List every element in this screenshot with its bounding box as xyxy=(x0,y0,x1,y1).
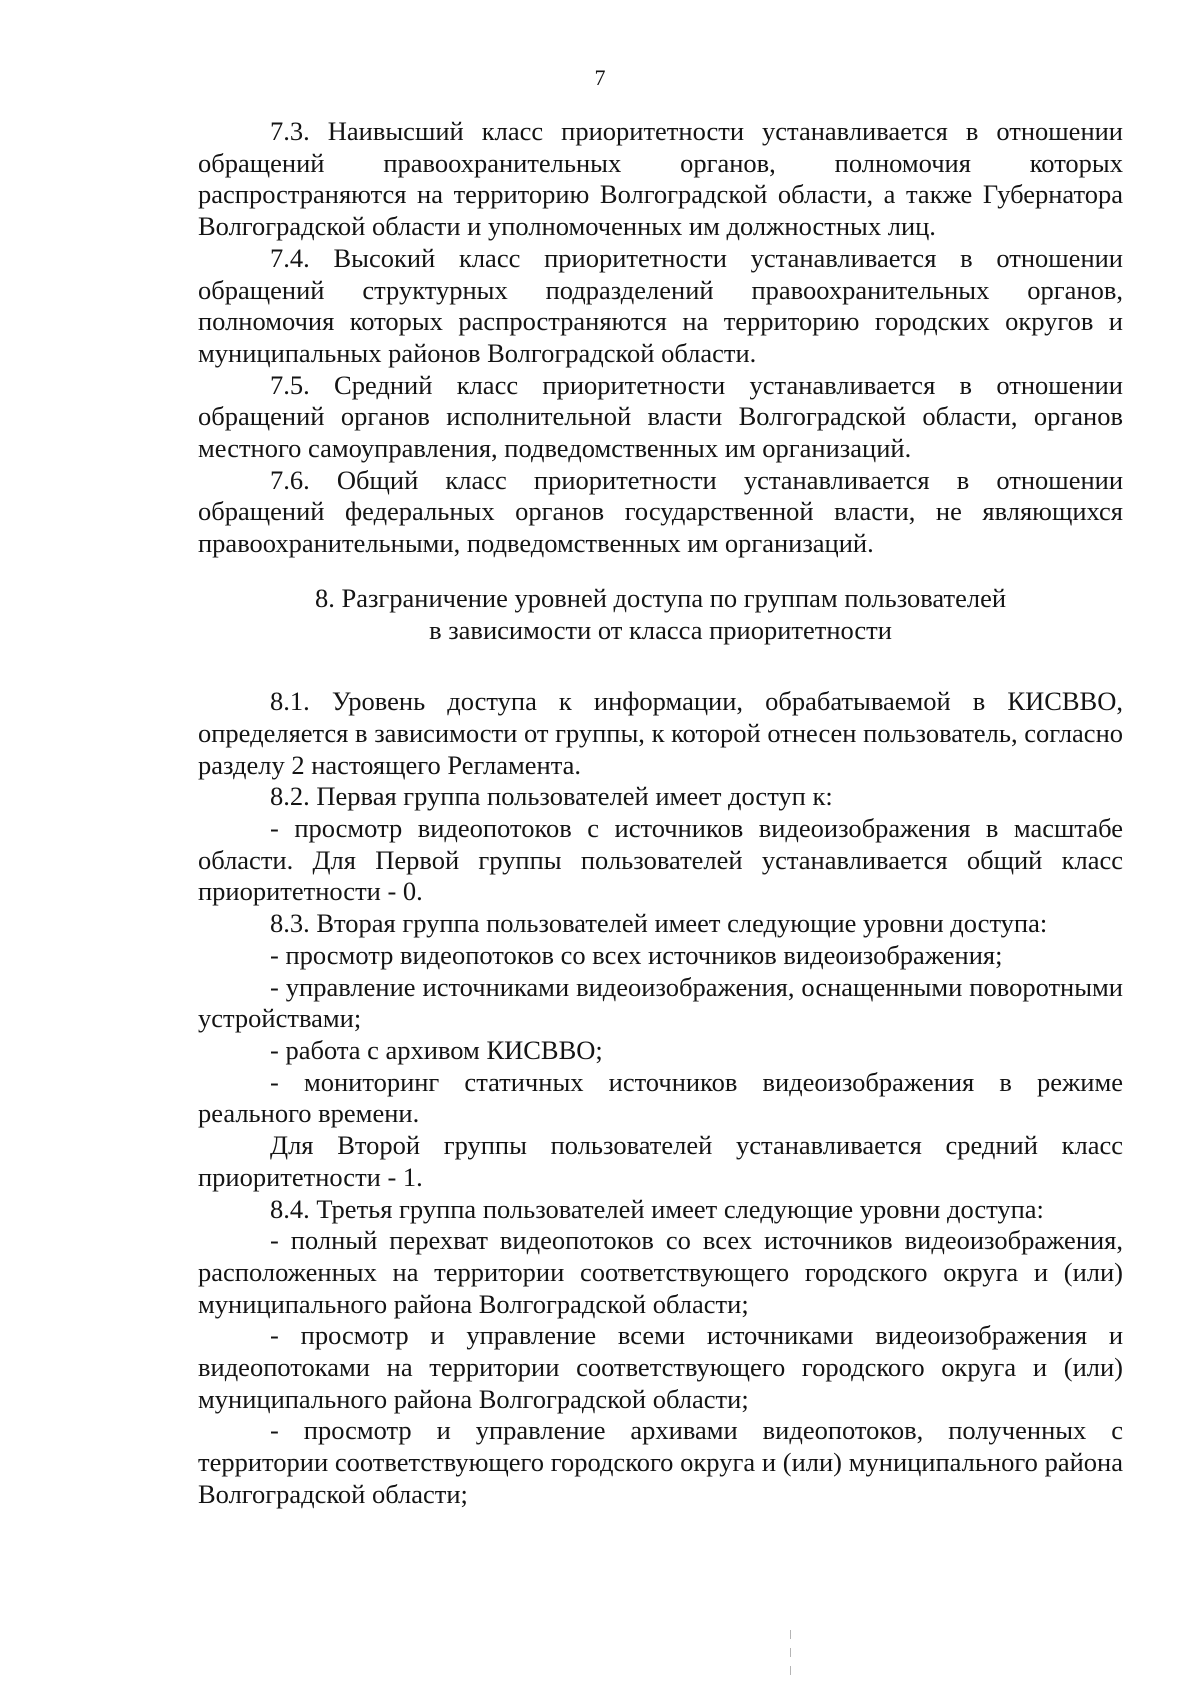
paragraph-7-6: 7.6. Общий класс приоритетности устанавливается в отношении обращений федеральных органов государственной власти, не являющихся правоохранительными, подведомственных им организаций. xyxy=(198,464,1123,559)
paragraph-8-4: 8.4. Третья группа пользователей имеет следующие уровни доступа: xyxy=(270,1193,1044,1224)
paragraph-7-5: 7.5. Средний класс приоритетности устанавливается в отношении обращений органов исполнительной власти Волгоградской области, органов местного самоуправления, подведомственных им организаций. xyxy=(198,369,1123,464)
paragraph-8-3-item-4: - мониторинг статичных источников видеоизображения в режиме реального времени. xyxy=(198,1066,1123,1129)
paragraph-8-4-item-1: - полный перехват видеопотоков со всех источников видеоизображения, расположенных на территории соответствующего городского округа и (или) муниципального района Волгоградской области; xyxy=(198,1225,1123,1319)
document-body xyxy=(198,116,1123,1511)
scan-edge-marks xyxy=(790,1630,792,1690)
paragraph-8-4-item-2: - просмотр и управление всеми источниками видеоизображения и видеопотоками на территории соответствующего городского округа и (или) муниципального района Волгоградской области; xyxy=(198,1320,1123,1414)
paragraph-8-3-item-2: - управление источниками видеоизображения, оснащенными поворотными устройствами; xyxy=(198,971,1123,1034)
paragraph-7-4: 7.4. Высокий класс приоритетности устанавливается в отношении обращений структурных подразделений правоохранительных органов, полномочия которых распространяются на территорию городских округов и муниципальных районов Волгоградской области. xyxy=(198,242,1123,368)
page-number: 7 xyxy=(594,65,606,90)
paragraph-8-2-item-1: - просмотр видеопотоков с источников видеоизображения в масштабе области. Для Первой группы пользователей устанавливается общий класс приоритетности - 0. xyxy=(198,813,1123,907)
paragraph-8-2: 8.2. Первая группа пользователей имеет доступ к: xyxy=(270,781,833,812)
section-8-heading-line-2: в зависимости от класса приоритетности xyxy=(429,614,892,645)
paragraph-8-3-note: Для Второй группы пользователей устанавливается средний класс приоритетности - 1. xyxy=(198,1130,1123,1192)
scan-mark xyxy=(790,1648,791,1657)
section-8-heading xyxy=(198,583,1123,646)
section-8-heading-line-1: 8. Разграничение уровней доступа по группам пользователей xyxy=(314,582,1007,613)
paragraph-8-4-item-3: - просмотр и управление архивами видеопотоков, полученных с территории соответствующего городского округа и (или) муниципального района Волгоградской области; xyxy=(198,1415,1123,1509)
paragraph-8-3-item-3: - работа с архивом КИСВВО; xyxy=(270,1034,603,1065)
scan-mark xyxy=(790,1630,791,1639)
paragraph-7-3: 7.3. Наивысший класс приоритетности устанавливается в отношении обращений правоохранительных органов, полномочия которых распространяются на территорию Волгоградской области, а также Губернатора Волгоградской области и уполномоченных им должностных лиц. xyxy=(198,116,1123,242)
scan-mark xyxy=(790,1666,791,1675)
paragraph-8-3: 8.3. Вторая группа пользователей имеет следующие уровни доступа: xyxy=(270,908,1048,939)
paragraph-8-3-item-1: - просмотр видеопотоков со всех источников видеоизображения; xyxy=(270,939,1003,970)
paragraph-8-1: 8.1. Уровень доступа к информации, обрабатываемой в КИСВВО, определяется в зависимости от группы, к которой отнесен пользователь, согласно разделу 2 настоящего Регламента. xyxy=(198,686,1123,780)
